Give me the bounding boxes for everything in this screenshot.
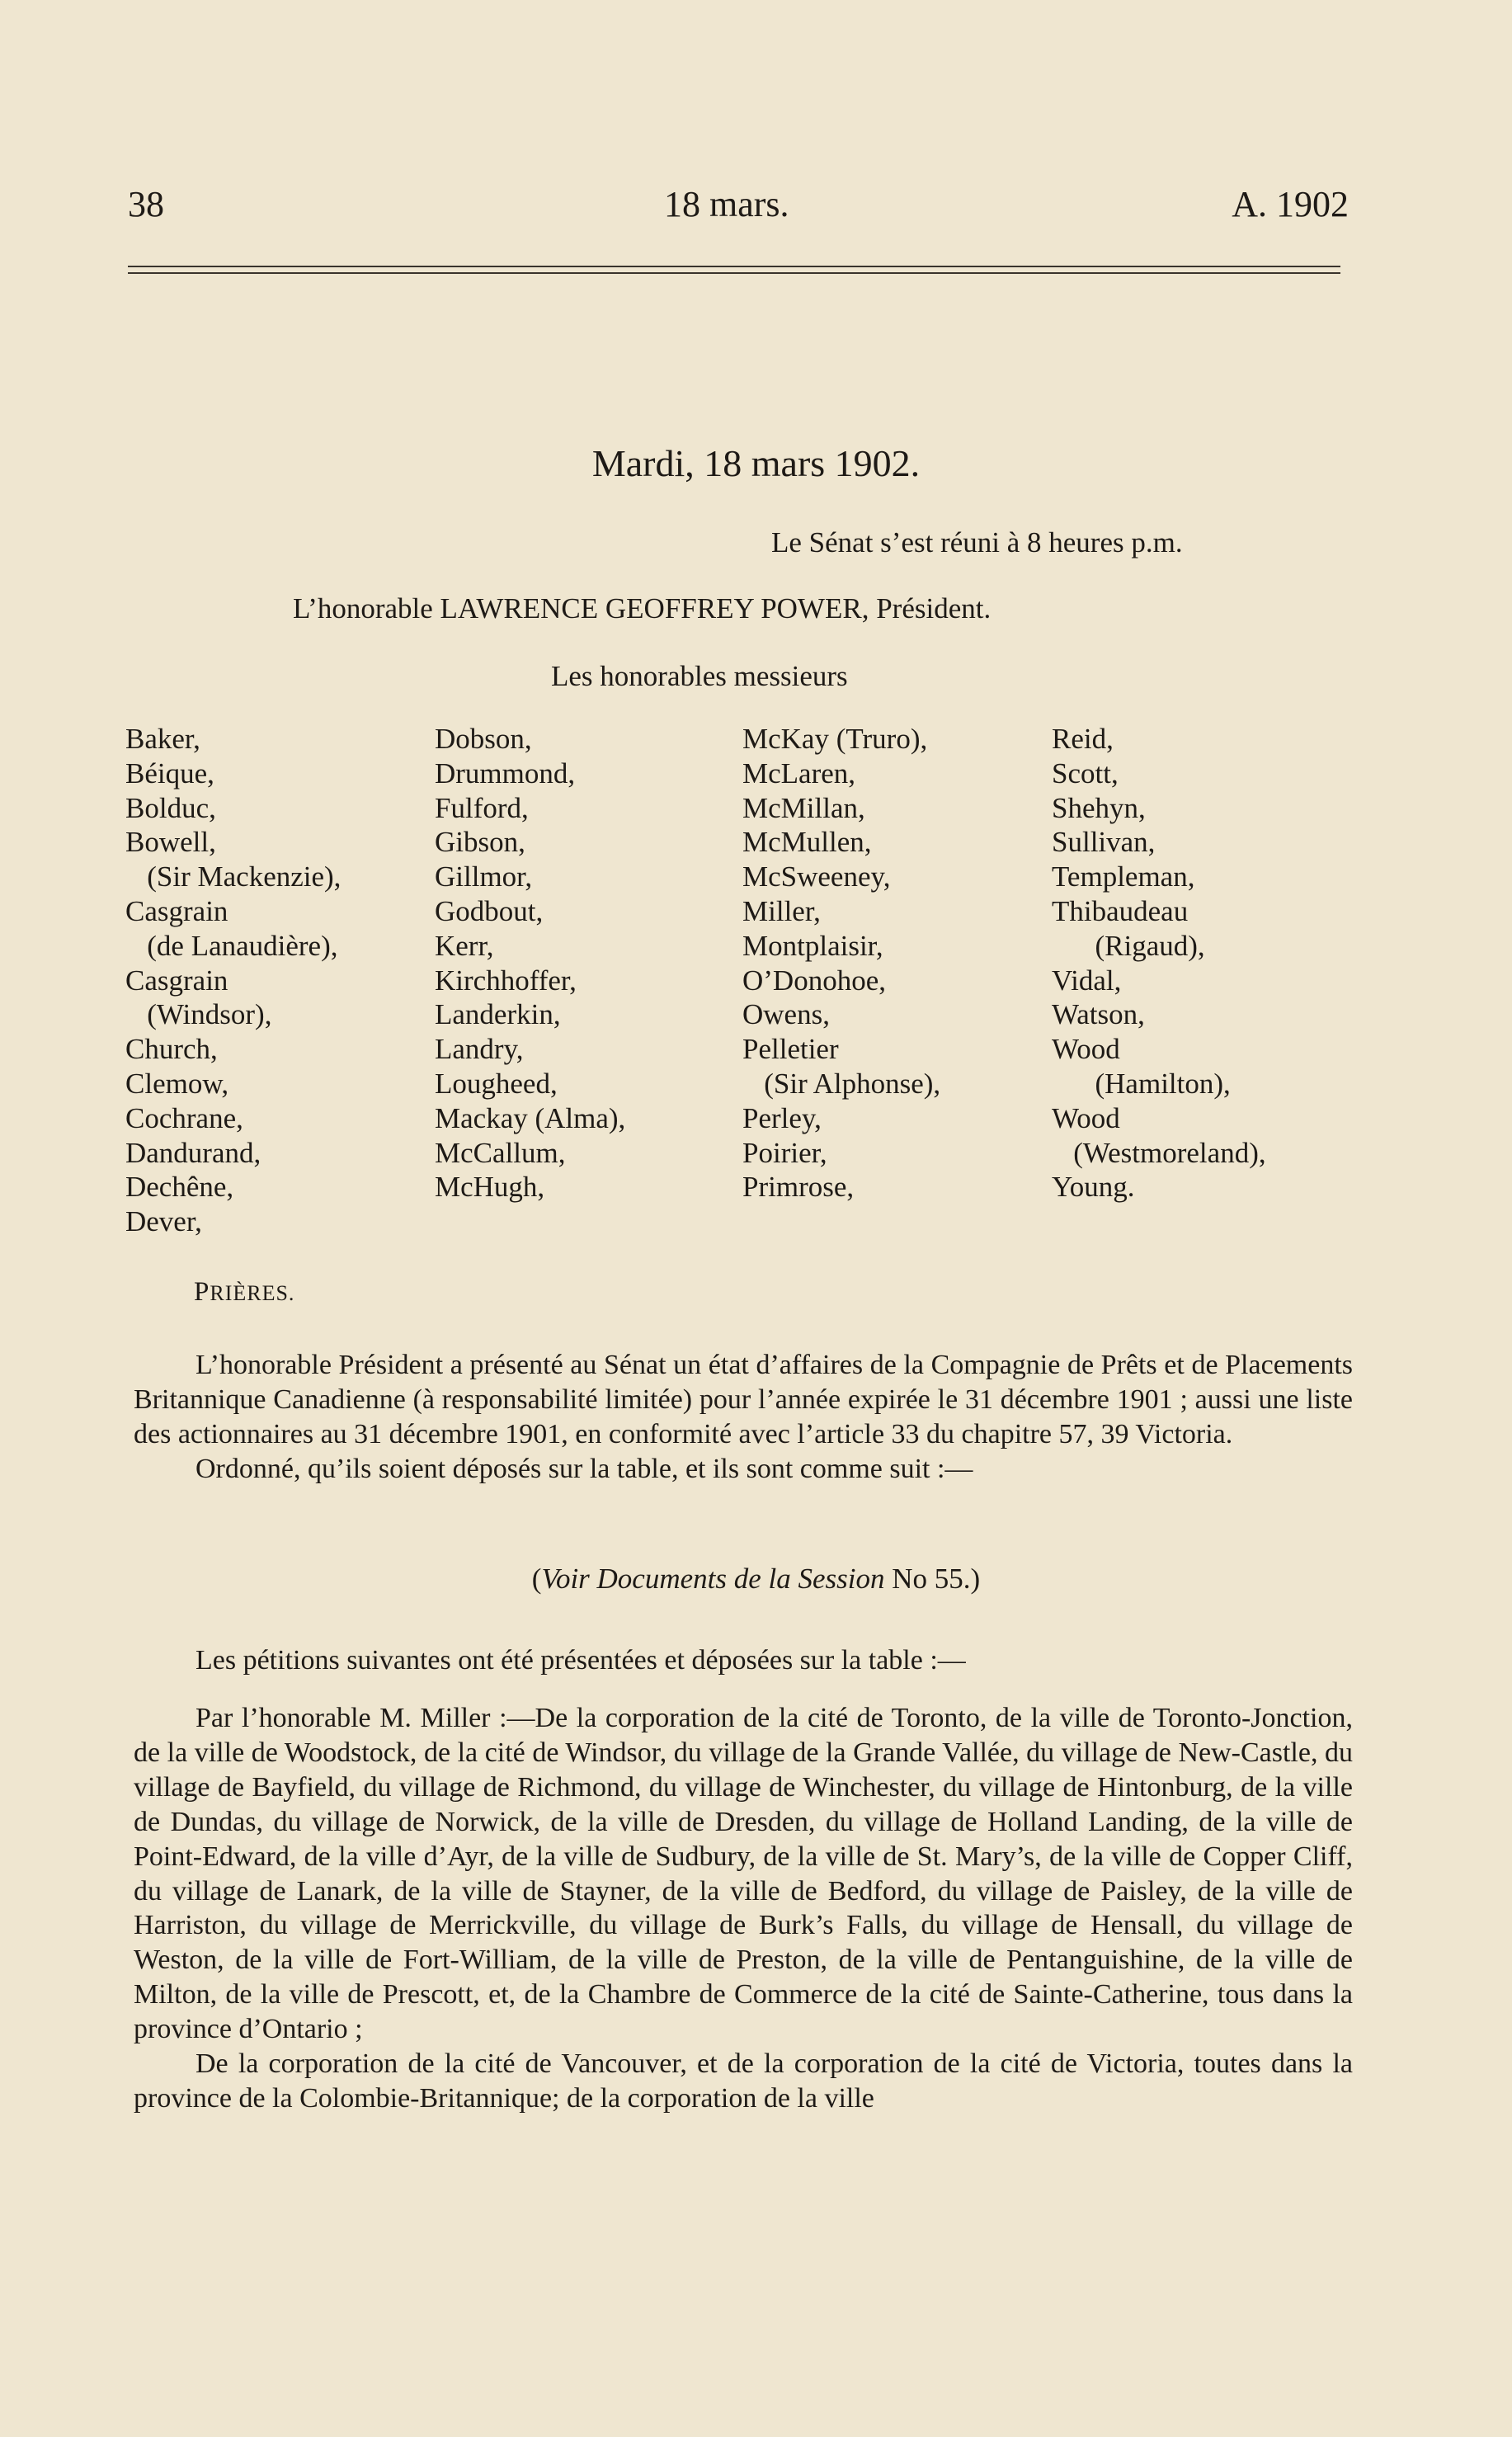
voir-italic: Voir Documents de la Session	[541, 1563, 885, 1595]
senator-name: Gibson,	[435, 826, 525, 859]
senator-name: Perley,	[742, 1101, 822, 1134]
paragraph-statement: L’honorable Président a présenté au Sénat un état d’affaires de la Compagnie de Prêts et de Placements Britannique Canadienne (à responsabilité limitée) pour l’année expirée le 31 décembre 1901 ; aussi une liste des actionnaires au 31 décembre 1901, en conformité avec l’article 33 du chapitre 57, 39 Victoria.	[134, 1350, 1353, 1449]
prayers-rest: RIÈRES.	[210, 1281, 295, 1305]
statement-block	[134, 1348, 1353, 1487]
voir-rest: No 55.)	[884, 1563, 981, 1595]
voir-open: (	[531, 1563, 542, 1595]
senator-name: Kirchhoffer,	[435, 964, 577, 997]
senator-name: Thibaudeau	[1052, 894, 1189, 927]
senators-column-3	[742, 722, 940, 1204]
senator-name: Dechêne,	[125, 1171, 234, 1204]
senator-name: Owens,	[742, 998, 830, 1031]
senator-name: Primrose,	[742, 1171, 855, 1204]
senators-column-4	[1052, 722, 1266, 1204]
senator-name: Wood	[1052, 1101, 1120, 1134]
senator-name: Godbout,	[435, 894, 544, 927]
senator-name: McCallum,	[435, 1136, 566, 1169]
senator-name: McSweeney,	[742, 860, 891, 893]
prayers-heading	[194, 1277, 294, 1308]
header-rule-bottom	[128, 272, 1340, 274]
senator-name: (Hamilton),	[1052, 1067, 1231, 1100]
header-year: A. 1902	[1232, 184, 1349, 224]
senator-name: Young.	[1052, 1171, 1135, 1204]
senator-name: Sullivan,	[1052, 826, 1156, 859]
senator-name: Dobson,	[435, 723, 532, 755]
senator-name: (Rigaud),	[1052, 929, 1205, 962]
senator-name: Mackay (Alma),	[435, 1101, 626, 1134]
senator-name: (de Lanaudière),	[125, 929, 338, 962]
senator-name: Bolduc,	[125, 791, 216, 824]
senator-name: Scott,	[1052, 757, 1119, 790]
senator-name: Watson,	[1052, 998, 1145, 1031]
senator-name: Clemow,	[125, 1067, 229, 1100]
senator-name: Landerkin,	[435, 998, 561, 1031]
senator-name: Reid,	[1052, 723, 1114, 755]
senator-name: Pelletier	[742, 1033, 839, 1066]
senator-name: (Sir Mackenzie),	[125, 860, 341, 893]
running-header	[128, 183, 1349, 224]
senator-name: McHugh,	[435, 1171, 545, 1204]
paragraph-miller-petitions: Par l’honorable M. Miller :—De la corporation de la cité de Toronto, de la ville de Toronto-Jonction, de la ville de Woodstock, de la cité de Windsor, du village de la Grande Vallée, du village de New-Castle, du village de Bayfield, du village de Richmond, du village de Winchester, du village de Hintonburg, de la ville de Dundas, du village de Norwick, de la ville de Dresden, du village de Holland Landing, de la ville de Point-Edward, de la ville d’Ayr, de la ville de Sudbury, de la ville de St. Mary’s, de la ville de Copper Cliff, du village de Lanark, de la ville de Stayner, de la ville de Bedford, du village de Paisley, de la ville de Harriston, du village de Merrickville, du village de Burk’s Falls, du village de Hensall, du village de Weston, de la ville de Fort-William, de la ville de Preston, de la ville de Pentanguishine, de la ville de Milton, de la ville de Prescott, et, de la Chambre de Commerce de la cité de Sainte-Catherine, tous dans la province d’Ontario ;	[134, 1703, 1353, 2045]
senator-name: Dandurand,	[125, 1136, 261, 1169]
senator-name: (Sir Alphonse),	[742, 1067, 941, 1100]
senator-name: Shehyn,	[1052, 791, 1146, 824]
senator-name: Cochrane,	[125, 1101, 243, 1134]
header-date: 18 mars.	[664, 184, 789, 224]
senator-name: McMullen,	[742, 826, 872, 859]
senator-name: Poirier,	[742, 1136, 827, 1169]
senators-column-1	[125, 722, 341, 1239]
senator-name: Vidal,	[1052, 964, 1122, 997]
senator-name: Miller,	[742, 894, 821, 927]
prayers-initial: P	[194, 1277, 210, 1307]
header-rule-top	[128, 266, 1340, 267]
petitions-intro-block	[134, 1643, 1353, 1678]
senator-name: McLaren,	[742, 757, 856, 790]
senator-name: (Westmoreland),	[1052, 1136, 1266, 1169]
paragraph-vancouver: De la corporation de la cité de Vancouver, et de la corporation de la cité de Victoria, toutes dans la province de la Colombie-Britannique; de la corporation de la ville	[134, 2048, 1353, 2114]
senator-name: Béique,	[125, 757, 214, 790]
paragraph-ordered: Ordonné, qu’ils soient déposés sur la table, et ils sont comme suit :—	[195, 1453, 973, 1484]
senator-name: Dever,	[125, 1205, 202, 1238]
paragraph-petitions-intro: Les pétitions suivantes ont été présentées et déposées sur la table :—	[195, 1645, 966, 1676]
senators-column-2	[435, 722, 625, 1204]
documents-reference	[0, 1563, 1512, 1596]
senator-name: McKay (Truro),	[742, 723, 928, 755]
senator-name: Bowell,	[125, 826, 216, 859]
session-date-title: Mardi, 18 mars 1902.	[591, 442, 921, 484]
senator-name: Casgrain	[125, 964, 228, 997]
senator-name: Baker,	[125, 723, 200, 755]
senator-name: Templeman,	[1052, 860, 1195, 893]
president-line: L’honorable LAWRENCE GEOFFREY POWER, Président.	[293, 592, 992, 625]
senator-name: Wood	[1052, 1033, 1120, 1066]
page-number: 38	[128, 184, 164, 224]
senator-name: Landry,	[435, 1033, 524, 1066]
senator-name: Montplaisir,	[742, 929, 883, 962]
senator-name: (Windsor),	[125, 998, 272, 1031]
senator-name: Kerr,	[435, 929, 494, 962]
senator-name: Lougheed,	[435, 1067, 558, 1100]
attendance-heading: Les honorables messieurs	[551, 660, 848, 692]
petitions-block	[134, 1701, 1353, 2116]
senator-name: Church,	[125, 1033, 218, 1066]
convened-line: Le Sénat s’est réuni à 8 heures p.m.	[771, 526, 1183, 559]
senator-name: Drummond,	[435, 757, 576, 790]
senator-name: Fulford,	[435, 791, 529, 824]
senator-name: Casgrain	[125, 894, 228, 927]
senator-name: Gillmor,	[435, 860, 533, 893]
senator-name: McMillan,	[742, 791, 865, 824]
senator-name: O’Donohoe,	[742, 964, 886, 997]
